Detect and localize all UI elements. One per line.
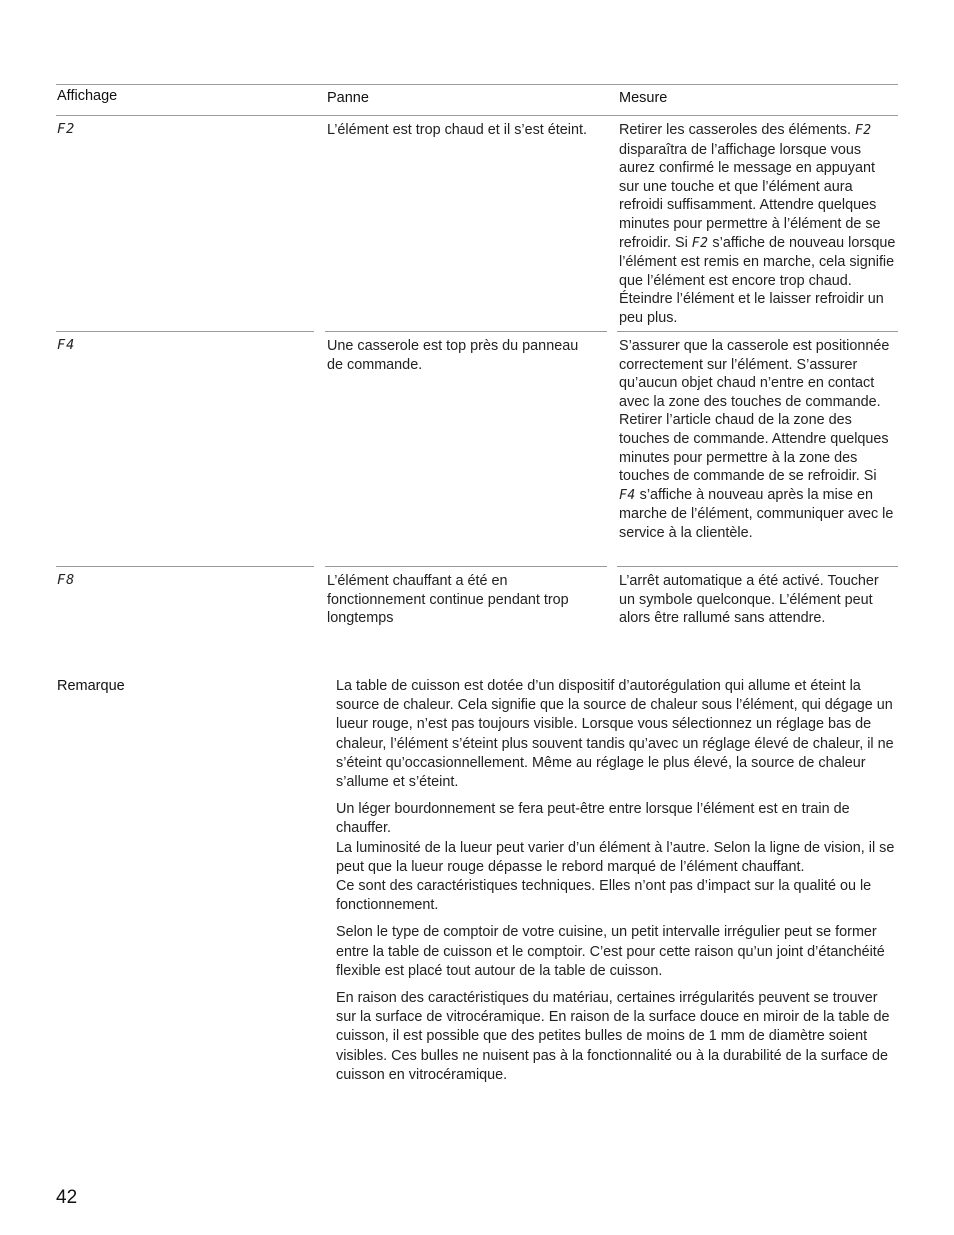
error-code-f2: F2 — [57, 121, 76, 137]
fault-text-row3: L’élément chauffant a été en fonctionnement continue pendant trop longtemps — [327, 573, 569, 627]
fault-text-row2: Une casserole est top près du panneau de commande. — [327, 338, 579, 373]
table-top-rule — [56, 84, 898, 85]
header-bottom-rule — [56, 115, 898, 116]
row-separator — [325, 331, 607, 332]
header-display: Affichage — [57, 88, 118, 104]
inline-code-f2: F2 — [854, 123, 872, 138]
note-paragraph: En raison des caractéristiques du matériau, certaines irrégularités peuvent se trouver sur la surface de vitrocéramique. En raison de la surface douce en miroir de la table de cuisson, il est possible que des petites bulles de moins de 1 mm de diamètre soient visibles. Ces bulles ne nuisent pas à la fonctionnalité ou à la durabilité de la surface de cuisson en vitrocéramique. — [336, 990, 890, 1083]
note-paragraph: Un léger bourdonnement se fera peut-être entre lorsque l’élément est en train de chauffer. La luminosité de la lueur peut varier d’un élément à l’autre. Selon la ligne de vision, il se peut que la lueur rouge dépasse le rebord marqué de l’élément chauffant. Ce sont des caractéristiques techniques. Elles n’ont pas d’impact sur la qualité ou le fonctionnement. — [336, 801, 895, 914]
fault-text-row1: L’élément est trop chaud et il s’est éteint. — [327, 122, 587, 138]
header-fault: Panne — [327, 90, 369, 106]
note-paragraph: La table de cuisson est dotée d’un dispositif d’autorégulation qui allume et éteint la source de chaleur. Cela signifie que la source de chaleur sous l’élément, qui dégage un lueur rouge, n’est pas toujours visible. Lorsque vous sélectionnez un réglage bas de chaleur, l’élément s’éteint plus souvent tandis qu’avec un réglage élevé de chaleur, il ne s’éteint qu’occasionnellement. Même au réglage le plus élevé, la source de chaleur s’allume et s’éteint. — [336, 678, 894, 791]
inline-code-f4: F4 — [619, 487, 636, 503]
page-number: 42 — [56, 1187, 78, 1208]
error-code-f8: F8 — [57, 572, 76, 588]
note-body — [336, 677, 898, 1093]
row-separator — [325, 566, 607, 567]
row-separator — [56, 331, 314, 332]
row-separator — [56, 566, 314, 567]
note-label: Remarque — [57, 678, 125, 694]
row-separator — [617, 566, 898, 567]
action-text-row3: L’arrêt automatique a été activé. Toucher un symbole quelconque. L’élément peut alors être rallumé sans attendre. — [619, 573, 879, 627]
note-paragraph: Selon le type de comptoir de votre cuisine, un petit intervalle irrégulier peut se former entre la table de cuisson et le comptoir. C’est pour cette raison qu’un joint d’étanchéité flexible est placé tout autour de la table de cuisson. — [336, 924, 885, 979]
inline-code-f2: F2 — [691, 235, 709, 251]
error-code-f4: F4 — [57, 337, 76, 353]
action-text-row1: Retirer les casseroles des éléments. F2 disparaîtra de l’affichage lorsque vous aurez confirmé le message en appuyant sur une touche et que l’élément aura refroidi suffisamment. Attendre quelques minutes pour permettre à l’élément de se refroidir. Si F2 s’affiche de nouveau lorsque l’élément est remis en marche, cela signifie que l’élément est encore trop chaud. Éteindre l’élément et le laisser refroidir un peu plus. — [619, 122, 896, 326]
row-separator — [617, 331, 898, 332]
action-text-row2: S’assurer que la casserole est positionnée correctement sur l’élément. S’assurer qu’aucun objet chaud n’entre en contact avec la zone des touches de commande. Retirer l’article chaud de la zone des touches de commande. Attendre quelques minutes pour permettre à la zone des touches de commande de se refroidir. Si F4 s’affiche à nouveau après la mise en marche de l’élément, communiquer avec le service à la clientèle. — [619, 338, 894, 541]
header-action: Mesure — [619, 90, 668, 106]
